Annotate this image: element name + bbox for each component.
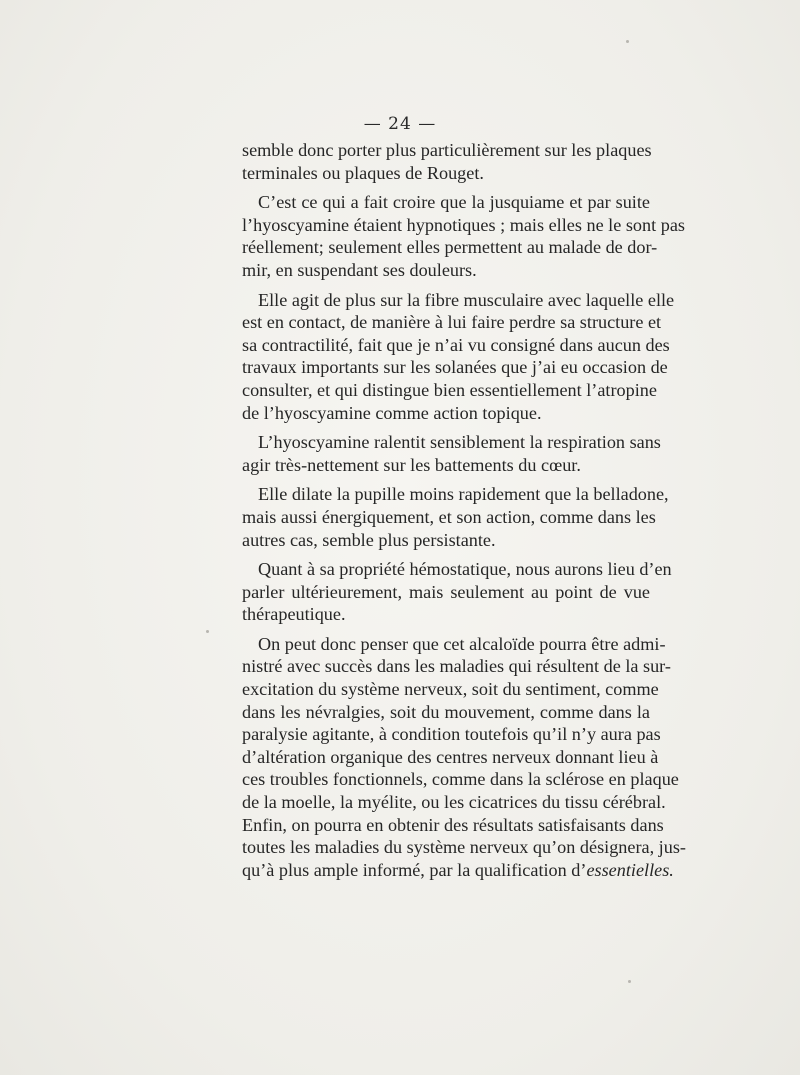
emphasized-word: essentielles. [586, 859, 674, 880]
body-text [242, 139, 686, 888]
text-line: C’est ce qui a fait croire que la jusquiame et par suite [258, 192, 650, 213]
text-line: Enfin, on pourra en obtenir des résultats satisfaisants dans [242, 814, 664, 835]
text-line: est en contact, de manière à lui faire perdre sa structure et [242, 312, 662, 333]
paper-speck [206, 630, 209, 633]
text-line: réellement; seulement elles permettent au malade de dor- [242, 237, 658, 258]
text-line: thérapeutique. [242, 604, 346, 625]
text-line: ces troubles fonctionnels, comme dans la sclérose en plaque [242, 769, 679, 790]
text-line: d’altération organique des centres nerveux donnant lieu à [242, 746, 659, 767]
paragraph-6 [242, 558, 672, 626]
text-line: dans les névralgies, soit du mouvement, comme dans la [242, 701, 650, 722]
paragraph-5 [242, 483, 669, 551]
paragraph-3 [242, 289, 675, 425]
text-line: agir très-nettement sur les battements du cœur. [242, 454, 581, 475]
paragraph-1 [242, 139, 650, 184]
text-line: L’hyoscyamine ralentit sensiblement la respiration sans [258, 432, 661, 453]
text-line: Quant à sa propriété hémostatique, nous aurons lieu d’en [258, 559, 672, 580]
text-line: toutes les maladies du système nerveux qu’on désignera, jus- [242, 837, 686, 858]
text-line: nistré avec succès dans les maladies qui résultent de la sur- [242, 656, 671, 677]
text-line: Elle dilate la pupille moins rapidement que la belladone, [258, 484, 669, 505]
text-line: parler ultérieurement, mais seulement au point de vue [242, 581, 650, 602]
text-line: mir, en suspendant ses douleurs. [242, 259, 477, 280]
paragraph-7 [242, 633, 686, 882]
text-line: sa contractilité, fait que je n’ai vu consigné dans aucun des [242, 334, 670, 355]
text-line: de la moelle, la myélite, ou les cicatrices du tissu cérébral. [242, 792, 666, 813]
text-line: consulter, et qui distingue bien essentiellement l’atropine [242, 379, 657, 400]
text-line: excitation du système nerveux, soit du sentiment, comme [242, 679, 659, 700]
paragraph-2 [242, 191, 685, 281]
text-line: semble donc porter plus particulièrement sur les plaques [242, 140, 652, 160]
text-line: travaux importants sur les solanées que j’ai eu occasion de [242, 357, 668, 378]
text-line: paralysie agitante, à condition toutefois qu’il n’y aura pas [242, 724, 661, 745]
text-line: terminales ou plaques de Rouget. [242, 162, 484, 183]
text-line: l’hyoscyamine étaient hypnotiques ; mais elles ne le sont pas [242, 214, 685, 235]
paper-speck [628, 980, 631, 983]
page-number: — 24 — [363, 114, 437, 134]
paragraph-4 [242, 431, 661, 476]
paper-speck [626, 40, 629, 43]
text-line: Elle agit de plus sur la fibre musculaire avec laquelle elle [258, 289, 675, 310]
text-line: de l’hyoscyamine comme action topique. [242, 402, 542, 423]
text-line: qu’à plus ample informé, par la qualification d’essentielles. [242, 859, 674, 880]
text-line: mais aussi énergiquement, et son action, comme dans les [242, 506, 656, 527]
text-line: On peut donc penser que cet alcaloïde pourra être admi- [258, 633, 666, 654]
text-line: autres cas, semble plus persistante. [242, 529, 496, 550]
